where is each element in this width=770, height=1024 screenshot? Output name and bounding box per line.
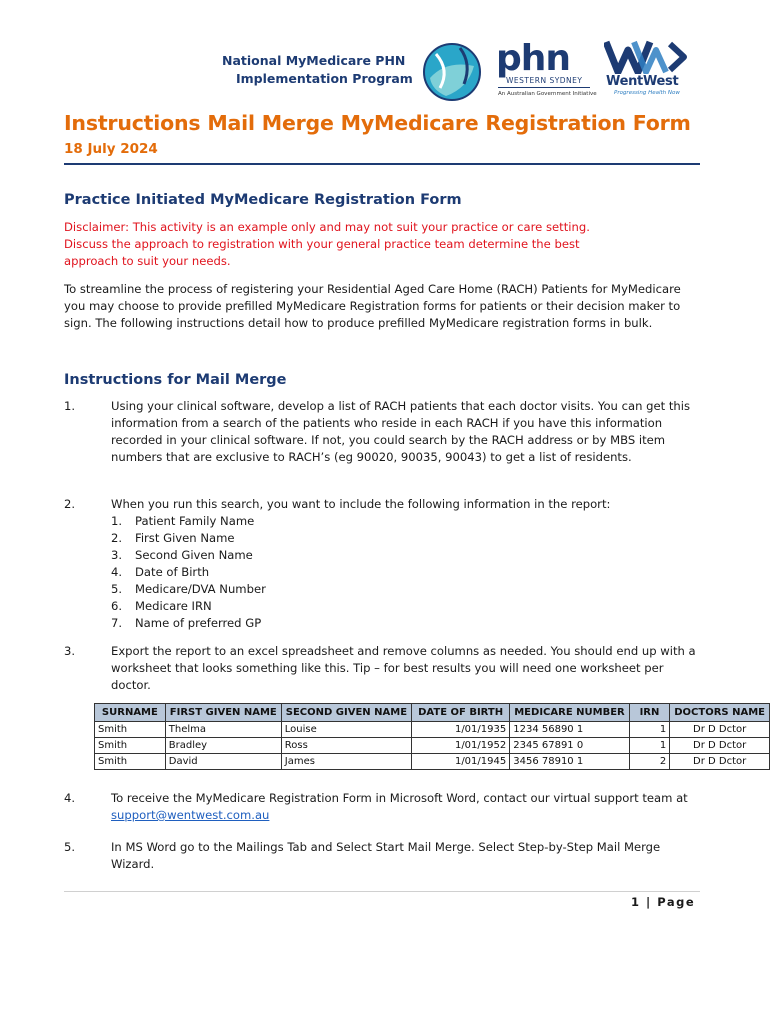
section-heading-mail-merge: Instructions for Mail Merge [64,372,287,388]
table-cell: Dr D Dctor [670,754,770,770]
list-item: 6. Medicare IRN [111,599,212,613]
table-row [95,738,770,754]
column-header: MEDICARE NUMBER [510,704,630,722]
column-header: FIRST GIVEN NAME [165,704,281,722]
step-number: 4. [64,791,76,805]
table-row [95,754,770,770]
table-cell: Ross [281,738,411,754]
document-title: Instructions Mail Merge MyMedicare Registration Form [64,111,691,135]
page-number: 1 | Page [631,895,696,909]
table-cell: Thelma [165,722,281,738]
step-text: In MS Word go to the Mailings Tab and Select Start Mail Merge. Select Step-by-Step Mail Merge Wizard. [111,840,661,871]
list-item: 2. First Given Name [111,531,235,545]
table-cell: Smith [95,738,166,754]
column-header: SURNAME [95,704,166,722]
table-cell: 1 [629,738,670,754]
wentwest-mark-icon [604,40,690,74]
phn-region: WESTERN SYDNEY [506,76,583,85]
table-cell: David [165,754,281,770]
table-cell: 1/01/1952 [412,738,510,754]
table-cell: Smith [95,722,166,738]
step-body [111,790,701,824]
step-number: 2. [64,497,76,511]
table-cell: 1 [629,722,670,738]
program-title-line1: National MyMedicare PHN [222,53,406,68]
list-item: 7. Name of preferred GP [111,616,262,630]
table-header-row [95,704,770,722]
worksheet-example-table [94,703,770,770]
list-item: 5. Medicare/DVA Number [111,582,266,596]
step-text: Using your clinical software, develop a list of RACH patients that each doctor visits. You can get this information from a search of the patients who reside in each RACH if you have this information recorded in your clinical software. If not, you could search by the RACH address or by MBS item numbers that are exclusive to RACH’s (eg 90020, 90035, 90043) to get a list of residents. [111,399,690,464]
phn-western-sydney-logo [496,38,597,100]
step-text: To receive the MyMedicare Registration Form in Microsoft Word, contact our virtual support team at [111,791,688,805]
report-fields-list [111,513,711,632]
table-cell: 1/01/1945 [412,754,510,770]
support-email-link[interactable]: support@wentwest.com.au [111,808,270,822]
wentwest-logo [604,40,694,100]
mymedicare-program-logo [222,40,484,102]
list-item: 4. Date of Birth [111,565,210,579]
table-cell: 1/01/1935 [412,722,510,738]
section-heading-registration-form: Practice Initiated MyMedicare Registration Form [64,192,462,208]
table-cell: 2 [629,754,670,770]
phn-logo-divider [498,87,590,88]
table-cell: Dr D Dctor [670,722,770,738]
step-text: Export the report to an excel spreadsheet and remove columns as needed. You should end up with a worksheet that looks something like this. Tip – for best results you will need one worksheet per doctor. [111,644,696,692]
title-divider [64,163,700,165]
column-header: SECOND GIVEN NAME [281,704,411,722]
table-cell: James [281,754,411,770]
table-cell: Dr D Dctor [670,738,770,754]
table-cell: Bradley [165,738,281,754]
step-text: When you run this search, you want to include the following information in the report: [111,497,611,511]
table-cell: Smith [95,754,166,770]
wentwest-name: WentWest [606,74,679,89]
program-title-line2: Implementation Program [236,71,413,86]
table-row [95,722,770,738]
step-number: 3. [64,644,76,658]
column-header: DOCTORS NAME [670,704,770,722]
phn-logo-text: phn [496,38,571,79]
table-cell: Louise [281,722,411,738]
list-item: 1. Patient Family Name [111,514,255,528]
table-cell: 1234 56890 1 [510,722,630,738]
step-number: 5. [64,840,76,854]
table-cell: 2345 67891 0 [510,738,630,754]
document-date: 18 July 2024 [64,141,158,157]
globe-icon [420,40,484,104]
column-header: DATE OF BIRTH [412,704,510,722]
footer-divider [64,891,700,892]
step-number: 1. [64,399,76,413]
intro-paragraph: To streamline the process of registering your Residential Aged Care Home (RACH) Patients for MyMedicare you may choose to provide prefilled MyMedicare Registration forms for patients or their decision maker to sign. The following instructions detail how to produce prefilled MyMedicare registration forms in bulk. [64,282,681,330]
column-header: IRN [629,704,670,722]
phn-gov-initiative: An Australian Government Initiative [498,91,597,97]
disclaimer-text: Disclaimer: This activity is an example only and may not suit your practice or care setting. Discuss the approach to registration with your general practice team determine the best approach to suit your needs. [64,220,590,268]
table-cell: 3456 78910 1 [510,754,630,770]
wentwest-tagline: Progressing Health Now [614,90,680,96]
step-body [111,496,711,632]
list-item: 3. Second Given Name [111,548,253,562]
